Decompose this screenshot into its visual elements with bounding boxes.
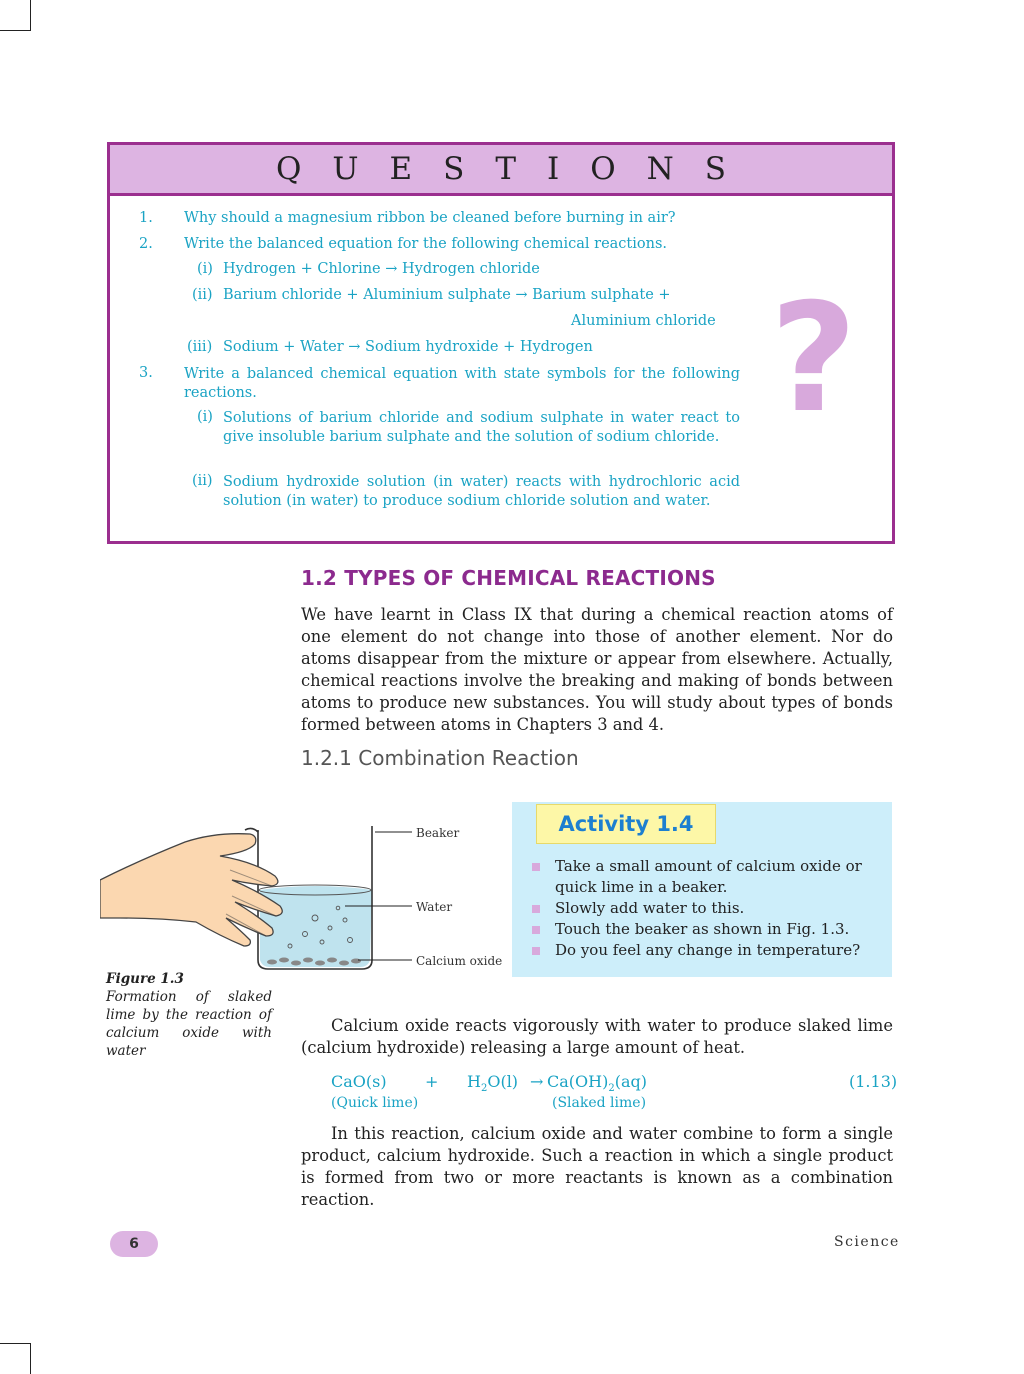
crop-mark-bottom	[30, 1343, 31, 1374]
activity-title: Activity 1.4	[536, 804, 716, 844]
q2-ii-text: Barium chloride + Aluminium sulphate → Barium sulphate +	[223, 287, 671, 303]
questions-box	[107, 142, 895, 544]
bullet-icon	[532, 926, 540, 934]
bullet-icon	[532, 905, 540, 913]
label-calcium-oxide: Calcium oxide	[416, 954, 503, 968]
q2-i-text: Hydrogen + Chlorine → Hydrogen chloride	[223, 261, 540, 277]
activity-list	[532, 856, 882, 961]
crop-mark-bottom-h	[0, 1343, 31, 1344]
questions-body	[110, 196, 892, 541]
questions-header	[110, 145, 892, 196]
activity-item: Do you feel any change in temperature?	[532, 940, 882, 961]
section-intro: We have learnt in Class IX that during a chemical reaction atoms of one element do not change into those of another element. Nor do atoms disappear from the mixture or appear from elsewhere. Actually, chemical reactions involve the breaking and making of bonds between atoms to produce new substances. You will study about types of bonds formed between atoms in Chapters 3 and 4.	[301, 605, 893, 734]
equation-number: (1.13)	[849, 1072, 898, 1091]
section-title: 1.2 TYPES OF CHEMICAL REACTIONS	[301, 566, 716, 590]
bullet-icon	[532, 863, 540, 871]
activity-item: Slowly add water to this.	[532, 898, 882, 919]
q3-i-text: Solutions of barium chloride and sodium sulphate in water react to give insoluble barium sulphate and the solution of sodium chloride.	[223, 410, 740, 445]
label-beaker: Beaker	[416, 826, 460, 840]
equation-water: $H_2O(l)$	[467, 1072, 519, 1095]
questions-heading: QUESTIONS	[275, 151, 758, 187]
question-mark-icon: ?	[770, 272, 858, 446]
bullet-icon	[532, 947, 540, 955]
crop-mark-top-h	[0, 30, 31, 31]
page-number: 6	[110, 1231, 158, 1257]
q1-number: 1.	[139, 210, 153, 226]
figure-beaker-illustration	[100, 800, 510, 980]
figure-caption-title: Figure 1.3	[106, 971, 184, 987]
q2-ii-number: (ii)	[192, 287, 213, 303]
crop-mark-top	[30, 0, 31, 31]
q1-text: Why should a magnesium ribbon be cleaned before burning in air?	[184, 210, 676, 226]
q3-text: Write a balanced chemical equation with state symbols for the following reactions.	[184, 366, 740, 401]
q3-ii-text: Sodium hydroxide solution (in water) reacts with hydrochloric acid solution (in water) to produce sodium chloride solution and water.	[223, 474, 740, 509]
figure-caption	[106, 970, 272, 1060]
equation-cao: CaO(s)	[331, 1072, 387, 1091]
equation-product: $Ca(OH)_2(aq)$	[547, 1072, 647, 1095]
activity-item: Take a small amount of calcium oxide or quick lime in a beaker.	[532, 856, 882, 898]
q2-ii-continuation: Aluminium chloride	[571, 313, 716, 329]
q2-i-number: (i)	[197, 261, 213, 277]
q2-iii-text: Sodium + Water → Sodium hydroxide + Hydrogen	[223, 339, 593, 355]
equation-arrow: →	[530, 1072, 544, 1091]
q2-iii-number: (iii)	[187, 339, 213, 355]
q3-i-number: (i)	[197, 409, 213, 425]
q3-ii-number: (ii)	[192, 473, 213, 489]
figure-caption-text: Formation of slaked lime by the reaction of calcium oxide with water	[106, 989, 272, 1059]
body-paragraph-2: In this reaction, calcium oxide and water combine to form a single product, calcium hydroxide. Such a reaction in which a single product is formed from two or more reactants is known as a combination reaction.	[301, 1124, 893, 1209]
activity-box	[512, 802, 892, 977]
activity-item: Touch the beaker as shown in Fig. 1.3.	[532, 919, 882, 940]
equation-plus: +	[425, 1072, 439, 1091]
q2-text: Write the balanced equation for the following chemical reactions.	[184, 236, 667, 252]
q2-number: 2.	[139, 236, 153, 252]
equation-slaked-lime: (Slaked lime)	[552, 1095, 647, 1111]
q3-number: 3.	[139, 365, 153, 381]
label-water: Water	[416, 900, 453, 914]
body-paragraph-1: Calcium oxide reacts vigorously with water to produce slaked lime (calcium hydroxide) releasing a large amount of heat.	[301, 1016, 893, 1057]
subsection-title: 1.2.1 Combination Reaction	[301, 746, 579, 770]
equation-quick-lime: (Quick lime)	[331, 1095, 419, 1111]
footer-subject: Science	[834, 1234, 900, 1250]
